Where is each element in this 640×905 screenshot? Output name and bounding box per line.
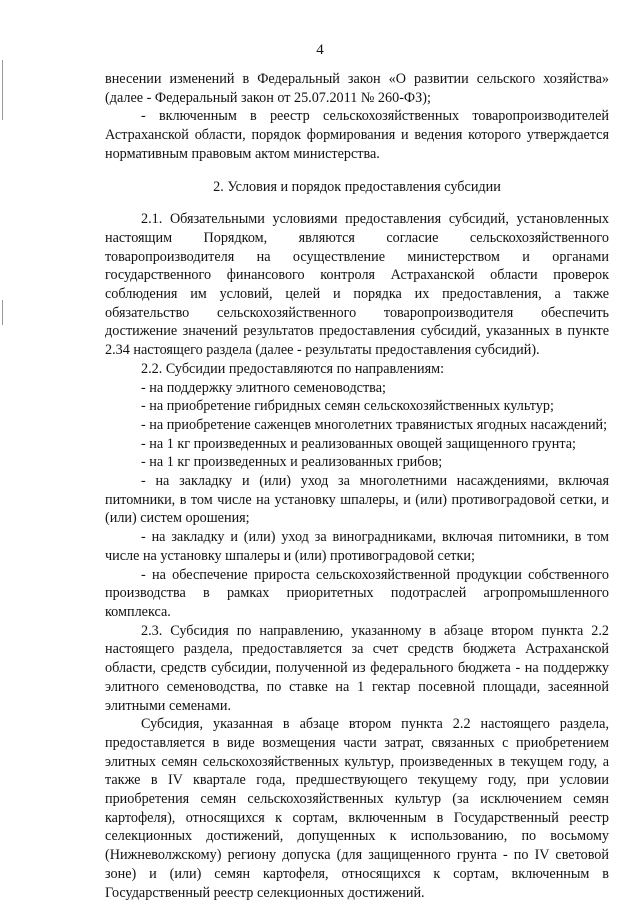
list-item: - на закладку и (или) уход за многолетними насаждениями, включая питомники, в том числе на установку шпалеры, и (или) противоградовой сетки, и (или) систем орошения; bbox=[105, 473, 609, 527]
list-item: - включенным в реестр сельскохозяйственных товаропроизводителей Астраханской области, порядок формирования и ведения которого утверждается нормативным правовым актом министерства. bbox=[105, 108, 609, 162]
section-heading: 2. Условия и порядок предоставления субсидии bbox=[213, 178, 501, 195]
list-item: - на приобретение гибридных семян сельскохозяйственных культур; bbox=[141, 398, 554, 415]
paragraph: 2.2. Субсидии предоставляются по направлениям: bbox=[141, 360, 445, 377]
left-margin-mark bbox=[2, 300, 3, 325]
left-margin-mark bbox=[2, 60, 3, 120]
list-item: - на обеспечение прироста сельскохозяйственной продукции собственного производства в рамках приоритетных подотраслей агропромышленного комплекса. bbox=[105, 566, 609, 620]
list-item: - на 1 кг произведенных и реализованных овощей защищенного грунта; bbox=[141, 435, 576, 452]
list-item: - на приобретение саженцев многолетних травянистых ягодных насаждений; bbox=[141, 416, 608, 433]
list-item: - на закладку и (или) уход за виноградниками, включая питомники, в том числе на установку шпалеры и (или) противоградовой сетки; bbox=[105, 529, 609, 564]
list-item: - на поддержку элитного семеноводства; bbox=[141, 379, 386, 396]
document-body bbox=[105, 70, 609, 902]
paragraph: внесении изменений в Федеральный закон «О развитии сельского хозяйства» (далее - Федеральный закон от 25.07.2011 № 260-ФЗ); bbox=[105, 71, 609, 106]
paragraph: Субсидия, указанная в абзаце втором пункта 2.2 настоящего раздела, предоставляется в виде возмещения части затрат, связанных с приобретением элитных семян сельскохозяйственных культур, произведенных в текущем году, а также в IV квартале года, предшествующего текущему году, при условии приобретения семян сельскохозяйственных культур (за исключением семян картофеля), относящихся к сортам, включенным в Государственный реестр селекционных достижений, допущенных к использованию, по восьмому (Нижневолжскому) региону допуска (для защищенного грунта - по IV световой зоне) и (или) семян картофеля, относящихся к сортам, включенным в Государственный реестр селекционных достижений. bbox=[105, 716, 609, 901]
paragraph: 2.3. Субсидия по направлению, указанному в абзаце втором пункта 2.2 настоящего раздела, предоставляется за счет средств бюджета Астраханской области, средств субсидии, полученной из федерального бюджета - на поддержку элитного семеноводства, по ставке на 1 гектар посевной площади, засеянной элитными семенами. bbox=[105, 622, 609, 714]
page-number: 4 bbox=[316, 42, 324, 58]
paragraph: 2.1. Обязательными условиями предоставления субсидий, установленных настоящим Порядком, являются согласие сельскохозяйственного товаропроизводителя на осуществление министерством и органами государственного финансового контроля Астраханской области проверок соблюдения им условий, целей и порядка их предоставления, а также обязательство сельскохозяйственного товаропроизводителя обеспечить достижение значений результатов предоставления субсидий, указанных в пункте 2.34 настоящего раздела (далее - результаты предоставления субсидий). bbox=[105, 211, 609, 359]
list-item: - на 1 кг произведенных и реализованных грибов; bbox=[141, 454, 443, 471]
